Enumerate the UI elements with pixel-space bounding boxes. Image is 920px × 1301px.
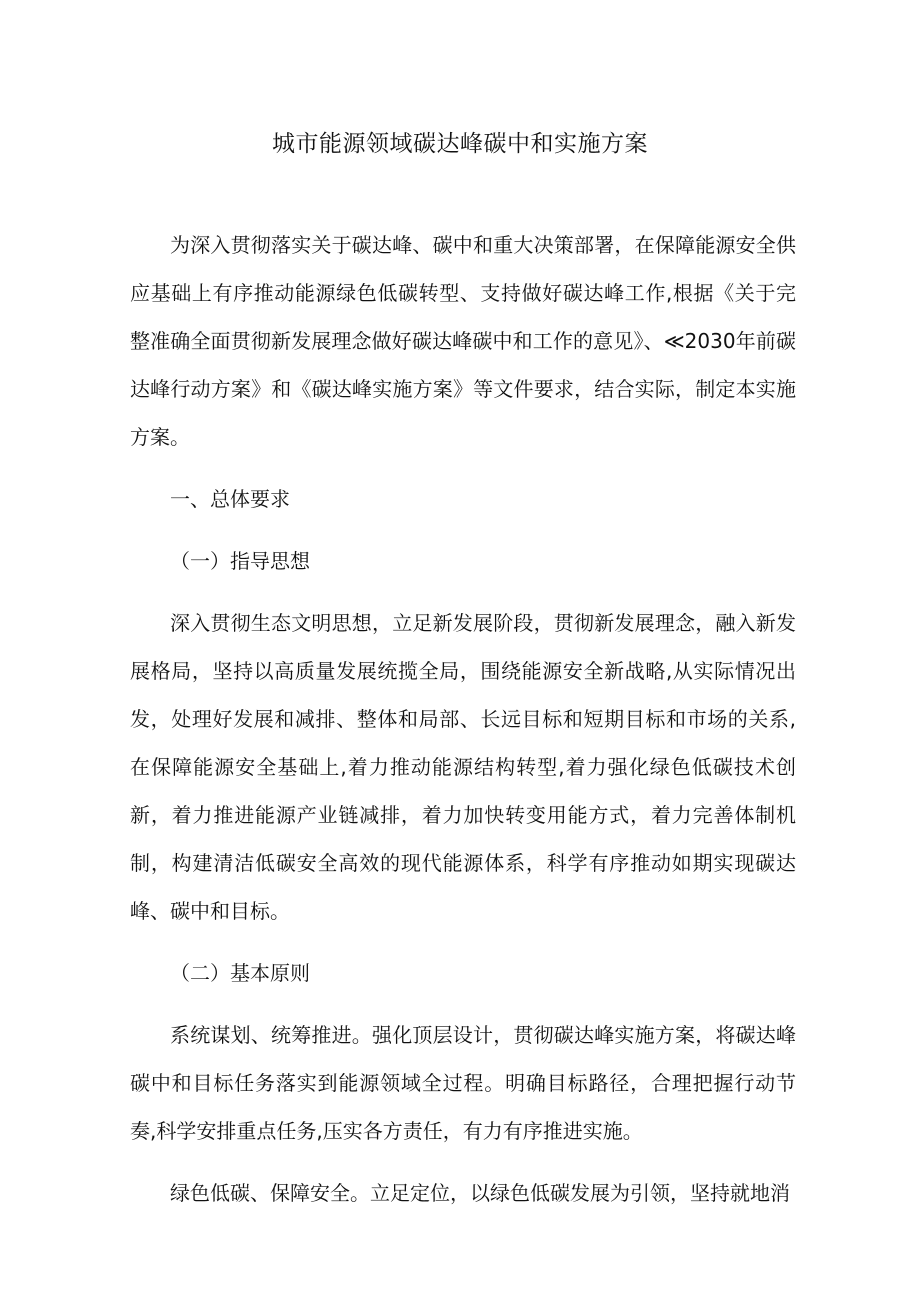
document-body (130, 221, 796, 1231)
principle-paragraph-systematic-planning: 系统谋划、统筹推进。强化顶层设计，贯彻碳达峰实施方案，将碳达峰碳中和目标任务落实到能源领域全过程。明确目标路径，合理把握行动节奏,科学安排重点任务,压实各方责任，有力有序推进实施。 (130, 1023, 796, 1143)
subsection-heading-guiding-ideology: （一）指导思想 (170, 549, 310, 573)
principle-paragraph-green-low-carbon: 绿色低碳、保障安全。立足定位，以绿色低碳发展为引领，坚持就地消 (170, 1181, 790, 1205)
section-heading-general-requirements: 一、总体要求 (170, 487, 290, 511)
intro-paragraph: 为深入贯彻落实关于碳达峰、碳中和重大决策部署，在保障能源安全供应基础上有序推动能源绿色低碳转型、支持做好碳达峰工作,根据《关于完整准确全面贯彻新发展理念做好碳达峰碳中和工作的意见》、≪2030年前碳达峰行动方案》和《碳达峰实施方案》等文件要求，结合实际，制定本实施方案。 (130, 233, 796, 449)
subsection-heading-basic-principles: （二）基本原则 (170, 961, 310, 985)
guiding-ideology-paragraph: 深入贯彻生态文明思想，立足新发展阶段，贯彻新发展理念，融入新发展格局，坚持以高质量发展统揽全局，围绕能源安全新战略,从实际情况出发，处理好发展和减排、整体和局部、长远目标和短期目标和市场的关系,在保障能源安全基础上,着力推动能源结构转型,着力强化绿色低碳技术创新，着力推进能源产业链减排，着力加快转变用能方式，着力完善体制机制，构建清洁低碳安全高效的现代能源体系，科学有序推动如期实现碳达峰、碳中和目标。 (130, 611, 796, 923)
document-title: 城市能源领域碳达峰碳中和实施方案 (272, 131, 648, 157)
